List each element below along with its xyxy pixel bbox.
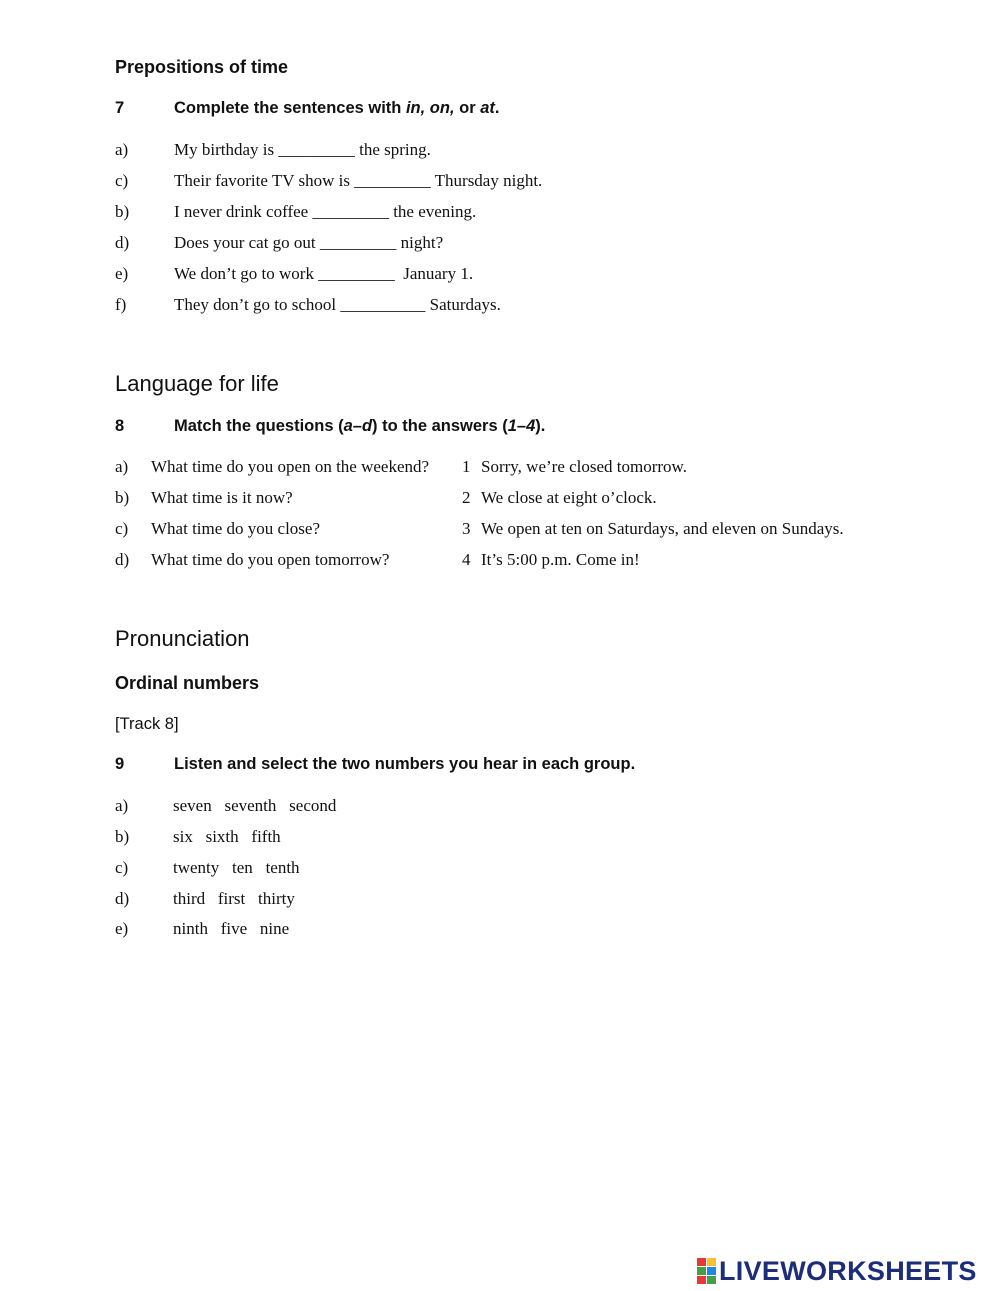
instruction-text: or [454,99,481,117]
answer-text: We open at ten on Saturdays, and eleven on Sundays. [481,519,844,538]
fill-in-sentence: We don’t go to work _________ January 1. [174,264,474,283]
exercise-instruction-9: Listen and select the two numbers you hear in each group. [174,755,636,773]
number-options [173,919,289,939]
item-letter: a) [115,796,129,815]
answer-number: 3 [462,519,471,538]
section-heading-language-for-life: Language for life [115,371,279,396]
question-text: What time do you open on the weekend? [151,457,430,476]
instruction-emphasis: at [480,99,495,117]
number-option[interactable]: third [173,889,206,908]
answer-text: We close at eight o’clock. [481,488,657,507]
number-option[interactable]: thirty [258,889,295,908]
answer-number: 2 [462,488,471,507]
item-letter: d) [115,233,130,252]
item-letter: b) [115,827,130,846]
question-text: What time do you open tomorrow? [151,550,390,569]
answer-number: 1 [462,457,471,476]
instruction-emphasis: 1–4 [507,417,536,435]
number-options [173,858,300,878]
number-option[interactable]: five [220,919,248,938]
logo-block [707,1258,716,1266]
logo-wordmark: LIVEWORKSHEETS [719,1255,977,1286]
subheading-ordinal-numbers: Ordinal numbers [115,673,260,693]
exercise-number-9: 9 [115,755,125,773]
number-option[interactable]: nine [259,919,290,938]
item-letter: a) [115,140,129,159]
number-option[interactable]: second [289,796,337,815]
fill-in-sentence: They don’t go to school __________ Saturdays. [174,295,501,314]
answer-number: 4 [462,550,471,569]
instruction-text: . [494,99,500,117]
fill-in-sentence: I never drink coffee _________ the evening. [174,202,477,221]
item-letter: f) [115,295,127,314]
instruction-emphasis: a–d [343,417,373,435]
number-option[interactable]: first [217,889,246,908]
logo-block [697,1258,706,1266]
logo-block [707,1276,716,1284]
exercise-number-7: 7 [115,99,125,117]
question-letter: a) [115,457,129,476]
question-letter: d) [115,550,130,569]
question-text: What time is it now? [151,488,293,507]
instruction-text: ) to the answers ( [372,417,508,435]
number-option[interactable]: fifth [251,827,281,846]
item-letter: e) [115,264,129,283]
number-option[interactable]: seven [173,796,212,815]
item-letter: c) [115,171,129,190]
item-letter: e) [115,919,129,938]
answer-text: Sorry, we’re closed tomorrow. [481,457,687,476]
instruction-emphasis: in, on, [405,99,455,117]
number-option[interactable]: sixth [205,827,239,846]
item-letter: d) [115,889,130,908]
question-text: What time do you close? [151,519,321,538]
question-letter: c) [115,519,129,538]
number-options [173,827,281,847]
section-heading-pronunciation: Pronunciation [115,626,250,651]
track-label: [Track 8] [115,715,179,733]
question-letter: b) [115,488,130,507]
number-option[interactable]: ten [232,858,253,877]
answer-text: It’s 5:00 p.m. Come in! [481,550,640,569]
number-options [173,796,336,816]
logo-block [697,1276,706,1284]
item-letter: c) [115,858,129,877]
number-option[interactable]: ninth [173,919,208,938]
number-option[interactable]: tenth [265,858,300,877]
logo-block [707,1267,716,1275]
liveworksheets-logo[interactable] [697,1255,977,1286]
section-heading-prepositions: Prepositions of time [115,57,289,77]
number-option[interactable]: twenty [173,858,220,877]
item-letter: b) [115,202,130,221]
fill-in-sentence: My birthday is _________ the spring. [174,140,431,159]
number-options [173,889,295,909]
instruction-text: Match the questions ( [174,417,344,435]
instruction-text: ). [535,417,546,435]
number-option[interactable]: seventh [224,796,277,815]
logo-blocks-icon [697,1258,716,1284]
exercise-number-8: 8 [115,417,125,435]
exercise-instruction-7 [174,99,499,118]
fill-in-sentence: Does your cat go out _________ night? [174,233,444,252]
exercise-instruction-8 [174,417,545,436]
fill-in-sentence: Their favorite TV show is _________ Thursday night. [174,171,543,190]
instruction-text: Complete the sentences with [174,99,406,117]
logo-block [697,1267,706,1275]
number-option[interactable]: six [173,827,193,846]
